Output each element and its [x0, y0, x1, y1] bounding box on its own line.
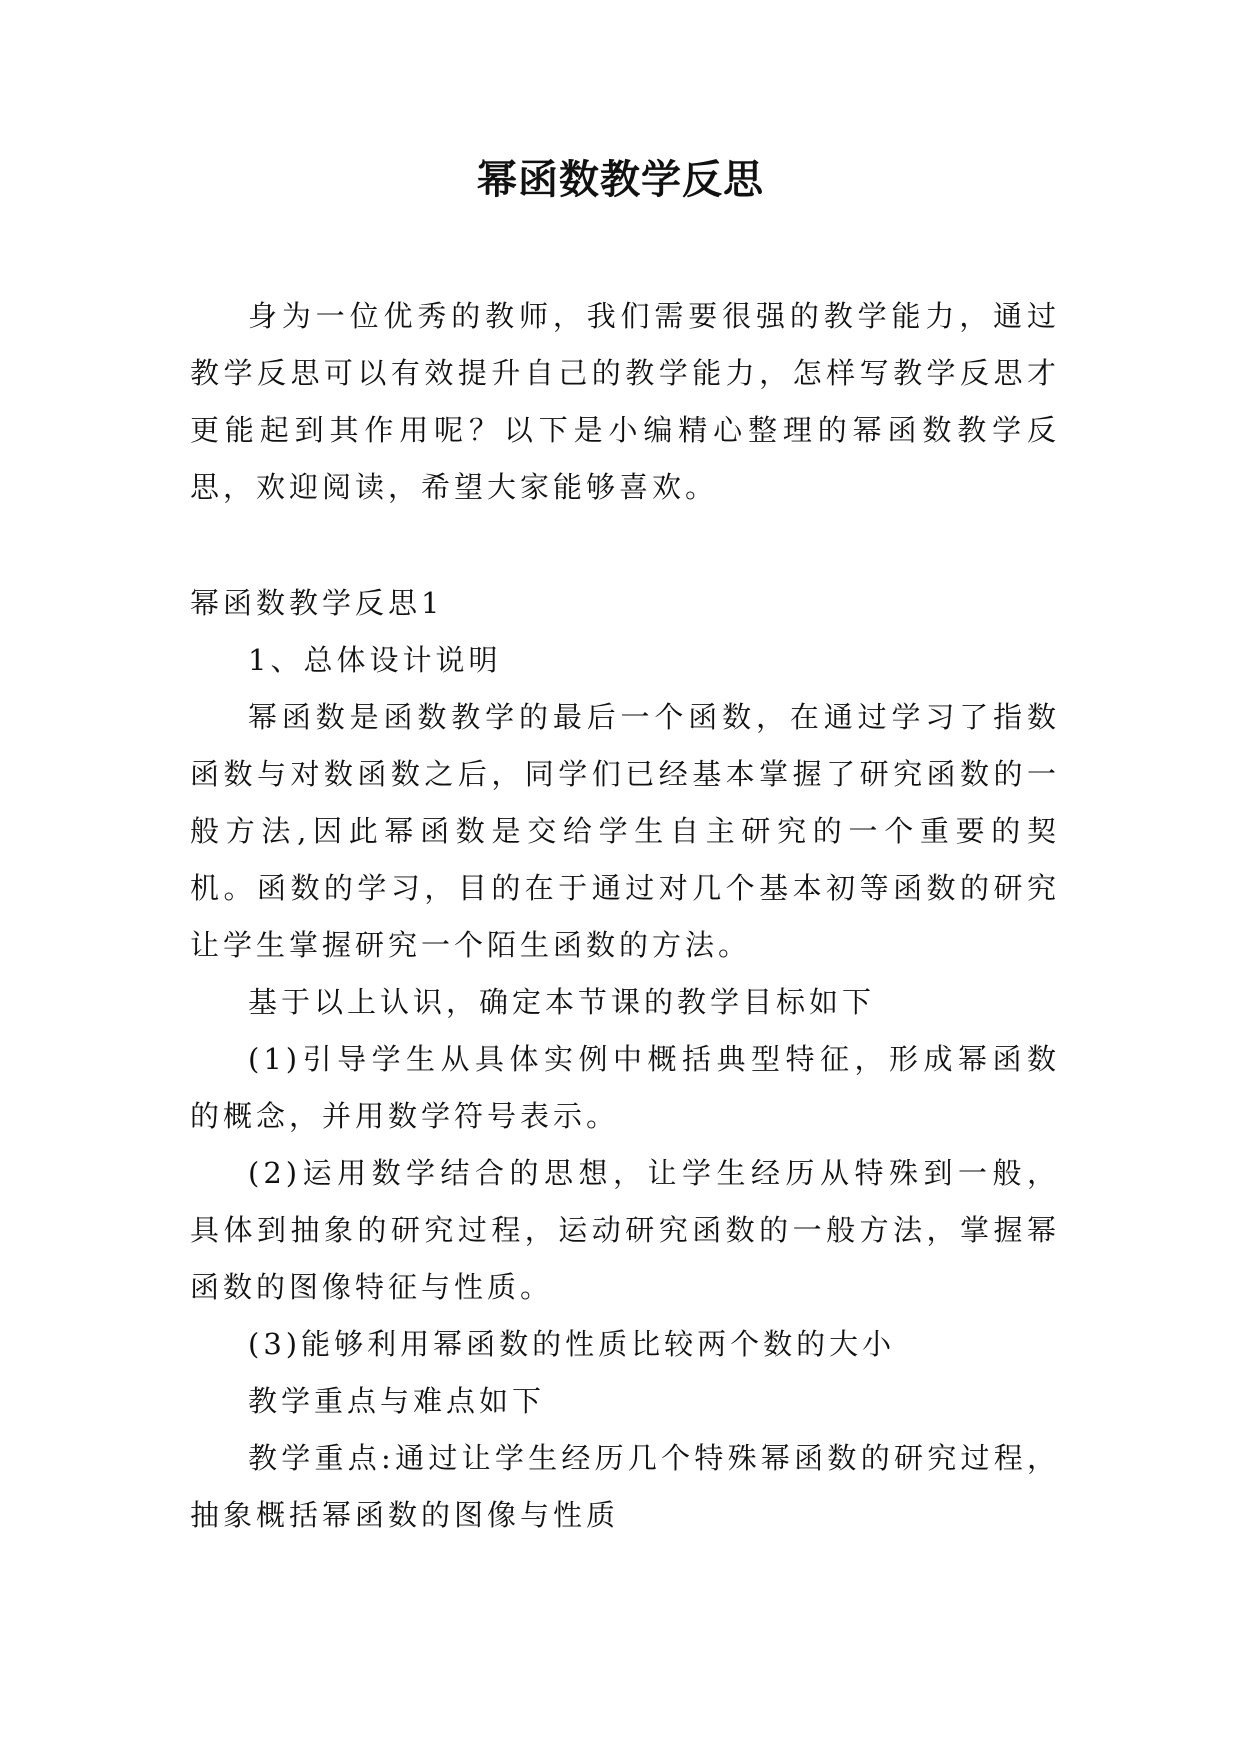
- section-heading: 幂函数教学反思1: [190, 586, 444, 620]
- paragraph-goal-2: (2)运用数学结合的思想，让学生经历从特殊到一般，具体到抽象的研究过程，运动研究函数的一般方法，掌握幂函数的图像特征与性质。: [190, 1156, 1060, 1304]
- paragraph-key-point: 教学重点:通过让学生经历几个特殊幂函数的研究过程，抽象概括幂函数的图像与性质: [190, 1441, 1060, 1532]
- paragraph-design-heading: 1、总体设计说明: [248, 643, 502, 677]
- paragraph-goal-3: (3)能够利用幂函数的性质比较两个数的大小: [248, 1327, 896, 1361]
- document-title: 幂函数教学反思: [477, 156, 764, 203]
- main-section: [190, 575, 1060, 1544]
- paragraph-key-points-intro: 教学重点与难点如下: [248, 1384, 546, 1418]
- paragraph-overview: 幂函数是函数教学的最后一个函数，在通过学习了指数函数与对数函数之后，同学们已经基本掌握了研究函数的一般方法,因此幂函数是交给学生自主研究的一个重要的契机。函数的学习，目的在于通过对几个基本初等函数的研究让学生掌握研究一个陌生函数的方法。: [190, 700, 1060, 962]
- paragraph-goal-1: (1)引导学生从具体实例中概括典型特征，形成幂函数的概念，并用数学符号表示。: [190, 1042, 1060, 1133]
- intro-paragraph: 身为一位优秀的教师，我们需要很强的教学能力，通过教学反思可以有效提升自己的教学能力，怎样写教学反思才更能起到其作用呢？以下是小编精心整理的幂函数教学反思，欢迎阅读，希望大家能够喜欢。: [190, 299, 1060, 504]
- intro-section: [190, 288, 1060, 516]
- paragraph-goals-intro: 基于以上认识，确定本节课的教学目标如下: [248, 985, 876, 1019]
